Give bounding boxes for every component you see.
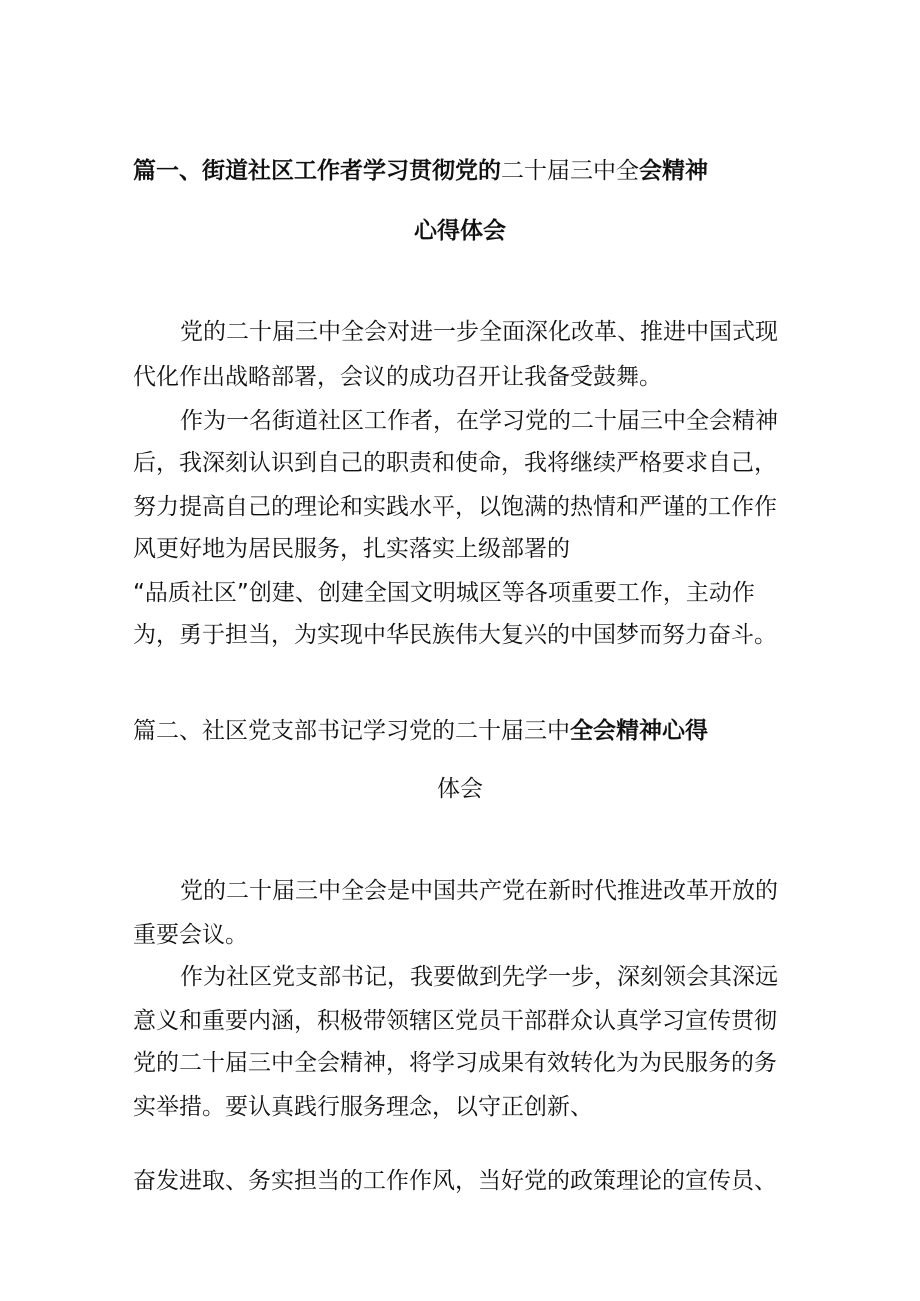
s1-p2-line4: 风更好地为居民服务，扎实落实上级部署的 [133,536,570,562]
s1-p2-line5: “品质社区”创建、创建全国文明城区等各项重要工作，主动作 [133,580,755,606]
s1-p2-line3: 努力提高自己的理论和实践水平，以饱满的热情和严谨的工作作 [133,494,777,520]
s2-p1-line1: 党的二十届三中全会是中国共产党在新时代推进改革开放的 [180,878,778,904]
s2-p3-line1: 奋发进取、务实担当的工作作风，当好党的政策理论的宣传员、 [133,1168,777,1194]
section2-title [133,716,708,746]
section2-title-bold: 全会精神心得 [570,718,708,744]
section2-title-line2: 体会 [437,776,483,802]
section1-title-line2: 心得体会 [414,218,506,244]
s1-p2-line6: 为，勇于担当，为实现中华民族伟大复兴的中国梦而努力奋斗。 [133,622,777,648]
section1-title-normal: 二十届三中全 [501,158,639,184]
s2-p2-line3: 党的二十届三中全会精神，将学习成果有效转化为为民服务的务 [133,1050,777,1076]
s2-p2-line4: 实举措。要认真践行服务理念，以守正创新、 [133,1094,593,1120]
s1-p2-line1: 作为一名街道社区工作者，在学习党的二十届三中全会精神 [180,408,778,434]
s2-p2-line1: 作为社区党支部书记，我要做到先学一步，深刻领会其深远 [180,964,778,990]
s1-p1-line1: 党的二十届三中全会对进一步全面深化改革、推进中国式现 [180,319,778,345]
s2-p2-line2: 意义和重要内涵，积极带领辖区党员干部群众认真学习宣传贯彻 [133,1008,777,1034]
section1-title-bold-a: 篇一、街道社区工作者学习贯彻党的 [133,158,501,184]
section1-title [133,156,708,186]
section2-title-normal: 篇二、社区党支部书记学习党的二十届三中 [133,718,570,744]
section1-title-bold-b: 会精神 [639,158,708,184]
s2-p1-line2: 重要会议。 [133,922,248,948]
s1-p2-line2: 后，我深刻认识到自己的职责和使命，我将继续严格要求自己， [133,450,777,476]
s1-p1-line2: 代化作出战略部署，会议的成功召开让我备受鼓舞。 [133,364,662,390]
